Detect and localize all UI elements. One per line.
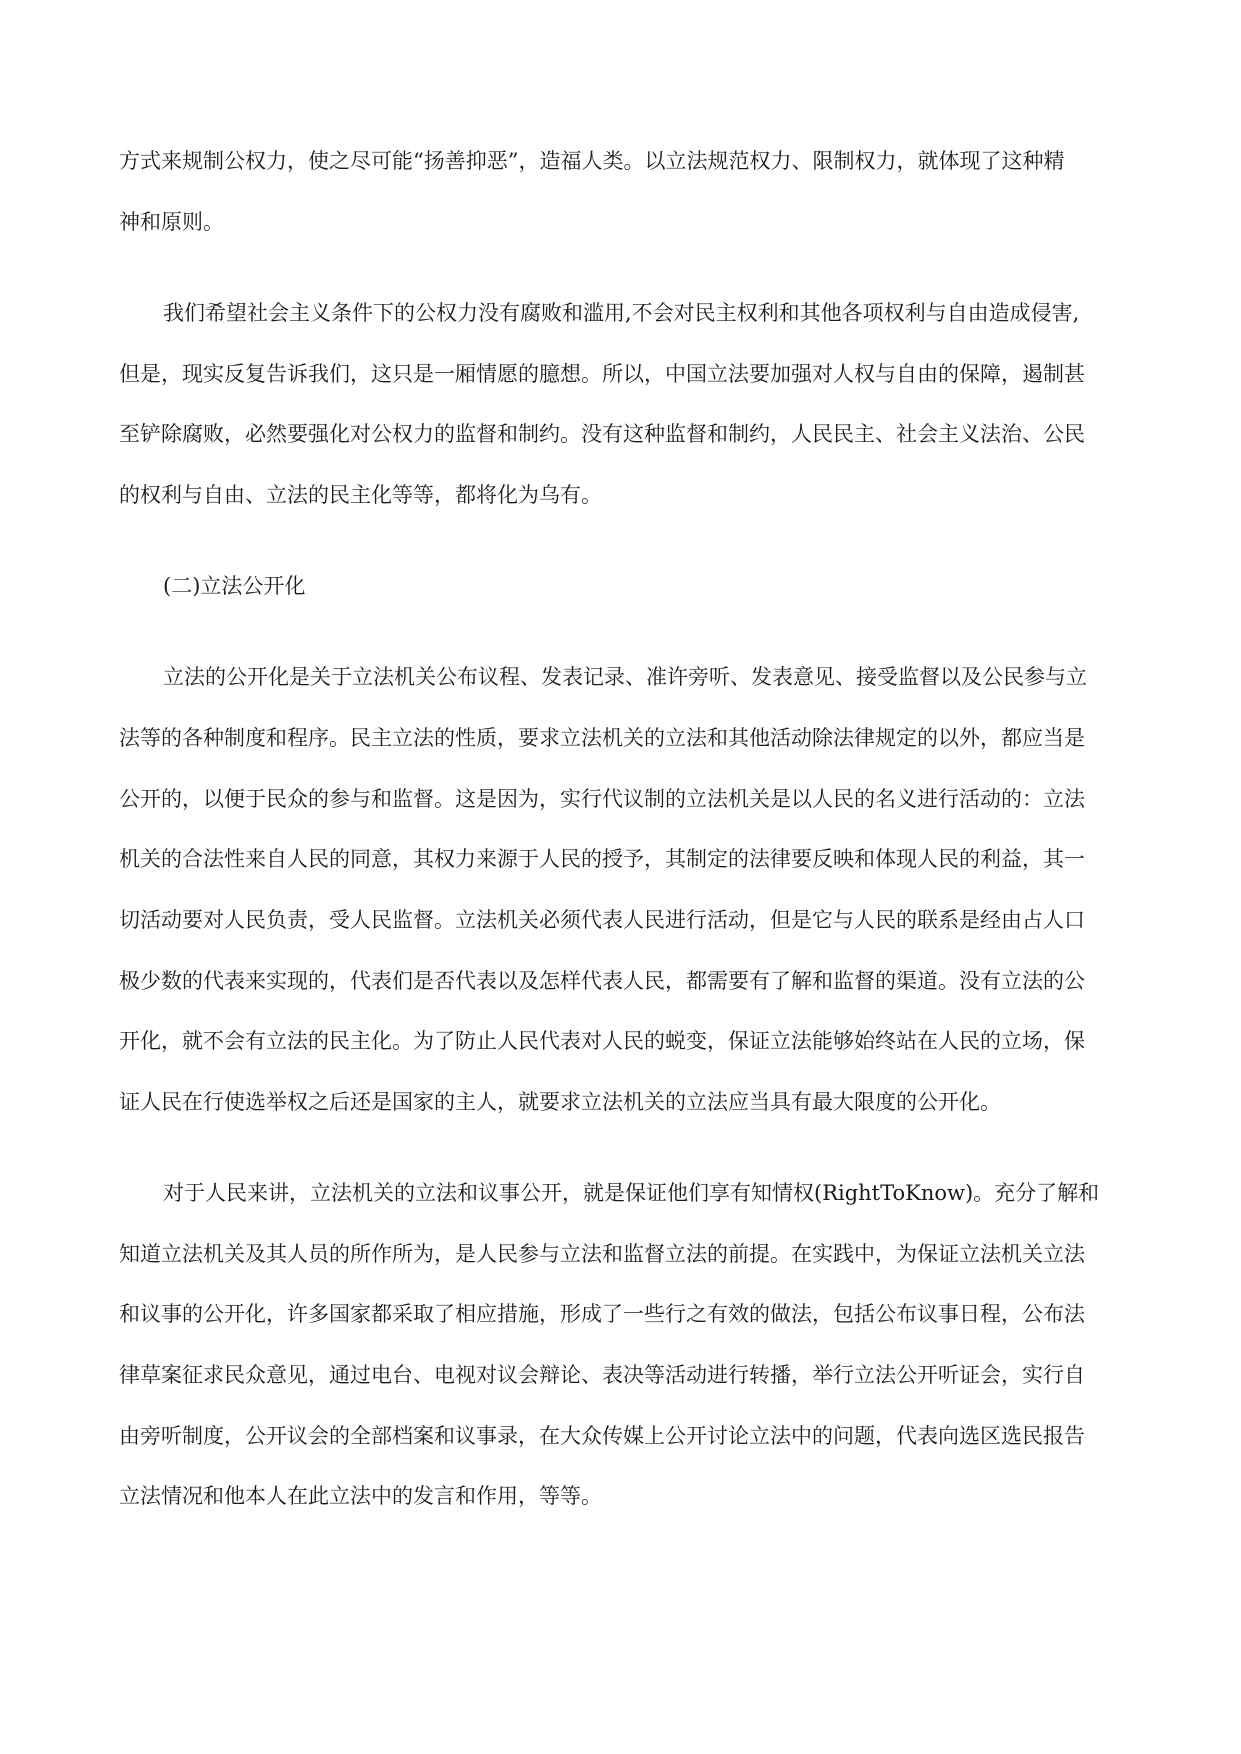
paragraph-3-line-5: 切活动要对人民负责，受人民监督。立法机关必须代表人民进行活动，但是它与人民的联系是经由占人口 [119, 908, 1085, 932]
paragraph-2-line-1: 我们希望社会主义条件下的公权力没有腐败和滥用,不会对民主权利和其他各项权利与自由造成侵害, [163, 301, 1080, 325]
paragraph-4-line-4: 律草案征求民众意见，通过电台、电视对议会辩论、表决等活动进行转播，举行立法公开听证会，实行自 [119, 1363, 1085, 1387]
paragraph-2-line-4: 的权利与自由、立法的民主化等等，都将化为乌有。 [119, 483, 602, 507]
paragraph-3-line-7: 开化，就不会有立法的民主化。为了防止人民代表对人民的蜕变，保证立法能够始终站在人民的立场，保 [119, 1029, 1085, 1053]
paragraph-4-line-2: 知道立法机关及其人员的所作所为，是人民参与立法和监督立法的前提。在实践中，为保证立法机关立法 [119, 1242, 1085, 1266]
paragraph-1-line-1: 方式来规制公权力，使之尽可能“扬善抑恶”，造福人类。以立法规范权力、限制权力，就体现了这种精 [119, 149, 1065, 173]
paragraph-1-line-2: 神和原则。 [119, 210, 224, 234]
paragraph-3-line-2: 法等的各种制度和程序。民主立法的性质，要求立法机关的立法和其他活动除法律规定的以外，都应当是 [119, 726, 1085, 750]
paragraph-2-line-2: 但是，现实反复告诉我们，这只是一厢情愿的臆想。所以，中国立法要加强对人权与自由的保障，遏制甚 [119, 362, 1085, 386]
paragraph-4-line-6: 立法情况和他本人在此立法中的发言和作用，等等。 [119, 1484, 602, 1508]
paragraph-3-line-1: 立法的公开化是关于立法机关公布议程、发表记录、准许旁听、发表意见、接受监督以及公民参与立 [163, 665, 1087, 689]
paragraph-3-line-8: 证人民在行使选举权之后还是国家的主人，就要求立法机关的立法应当具有最大限度的公开化。 [119, 1090, 1001, 1114]
paragraph-3-line-6: 极少数的代表来实现的，代表们是否代表以及怎样代表人民，都需要有了解和监督的渠道。没有立法的公 [119, 969, 1085, 993]
paragraph-3-line-3: 公开的，以便于民众的参与和监督。这是因为，实行代议制的立法机关是以人民的名义进行活动的：立法 [119, 787, 1085, 811]
paragraph-4-line-3: 和议事的公开化，许多国家都采取了相应措施，形成了一些行之有效的做法，包括公布议事日程，公布法 [119, 1302, 1085, 1326]
paragraph-4-line-1: 对于人民来讲，立法机关的立法和议事公开，就是保证他们享有知情权(RightToKnow)。充分了解和 [163, 1181, 1100, 1205]
paragraph-3-line-4: 机关的合法性来自人民的同意，其权力来源于人民的授予，其制定的法律要反映和体现人民的利益，其一 [119, 847, 1085, 871]
paragraph-4-line-5: 由旁听制度，公开议会的全部档案和议事录，在大众传媒上公开讨论立法中的问题，代表向选区选民报告 [119, 1424, 1085, 1448]
paragraph-2-line-3: 至铲除腐败，必然要强化对公权力的监督和制约。没有这种监督和制约，人民民主、社会主义法治、公民 [119, 422, 1085, 446]
section-heading: (二)立法公开化 [163, 574, 306, 598]
